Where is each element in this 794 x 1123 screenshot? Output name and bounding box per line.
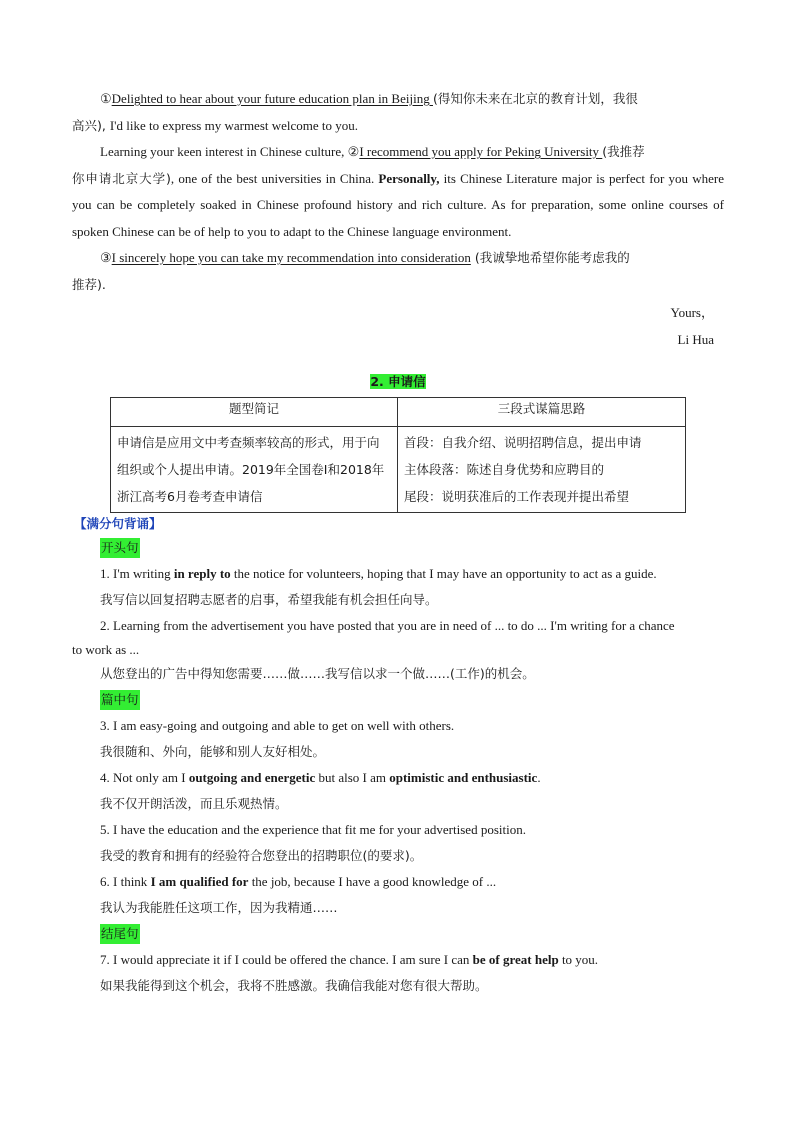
chinese-translation: (得知你未来在北京的教育计划，我很 [432,91,638,106]
chinese-translation: 推荐). [72,276,106,292]
tag-row [72,535,724,561]
sentence-6-translation: 我认为我能胜任这项工作，因为我精通…… [100,900,338,915]
chinese-translation: (我推荐 [602,144,645,159]
table-header: 题型简记 [111,398,398,427]
tag-row [72,921,724,947]
sentence-5-translation: 我受的教育和拥有的经验符合您登出的招聘职位(的要求)。 [100,848,423,863]
section-title-text: 2. 申请信 [370,374,426,389]
paragraph-text: its Chinese Literature major is perfect for you where you can be completely soaked in Chinese profound history and rich culture. As for preparation, some online courses of spoken Chinese can be of help to you to adapt to the Chinese language environment. [72,170,724,239]
tag-row [72,687,724,713]
outline-item: 首段：自我介绍、说明招聘信息，提出申请 [404,435,642,450]
category-tag: 开头句 [100,538,140,558]
circled-number: ② [347,144,360,159]
sentence-text: the job, because I have a good knowledge of ... [248,874,497,889]
table-header: 三段式谋篇思路 [398,398,686,427]
recitation-heading: 【满分句背诵】 [74,516,162,531]
chinese-translation: 你申请北京大学) [72,170,171,186]
outline-item: 尾段：说明获准后的工作表现并提出希望 [404,489,630,504]
bold-phrase: I am qualified for [150,874,249,889]
table-cell-description: 申请信是应用文中考查频率较高的形式，用于向组织或个人提出申请。2019年全国卷Ⅰ和2018年浙江高考6月卷考查申请信 [111,427,398,513]
letter-paragraph-3 [72,245,724,298]
letter-paragraph-2 [72,139,724,245]
structure-table [110,397,686,513]
bold-phrase: optimistic and enthusiastic [389,770,538,785]
sentence-text: . [537,770,541,785]
chinese-translation: (我诚挚地希望你能考虑我的 [470,250,630,265]
sentence-text: 6. I think [100,874,151,889]
sentence-5: 5. I have the education and the experience that fit me for your advertised position. [100,822,526,837]
sentence-text: to you. [558,952,599,967]
sentence-2-translation: 从您登出的广告中得知您需要……做……我写信以求一个做……(工作)的机会。 [100,666,535,681]
sentence-7-translation: 如果我能得到这个机会，我将不胜感激。我确信我能对您有很大帮助。 [100,978,488,993]
bold-phrase: in reply to [173,566,231,581]
sentence-1 [72,561,724,587]
sentence-text: but also I am [315,770,390,785]
bold-phrase: Personally, [378,170,440,186]
letter-signature: Li Hua [677,331,714,347]
section-title [72,371,724,393]
paragraph-text: I'd like to express my warmest welcome to you. [109,117,359,133]
sentence-4 [72,765,724,791]
sentence-4-translation: 我不仅开朗活泼，而且乐观热情。 [100,796,288,811]
circled-number: ③ [100,250,112,265]
sentence-3-translation: 我很随和、外向，能够和别人友好相处。 [100,744,326,759]
underlined-phrase: I recommend you apply for Peking University [359,144,603,159]
sentence-3: 3. I am easy-going and outgoing and able to get on well with others. [100,718,455,733]
document-page [72,86,724,999]
chinese-translation: 高兴), [72,117,110,133]
letter-paragraph-1 [72,86,724,139]
sentence-text: the notice for volunteers, hoping that I may have an opportunity to act as a guide. [230,566,657,581]
sentence-text: 4. Not only am I [100,770,189,785]
outline-item: 主体段落：陈述自身优势和应聘目的 [404,462,605,477]
paragraph-text: Learning your keen interest in Chinese culture, [100,144,348,159]
bold-phrase: outgoing and energetic [188,770,316,785]
underlined-phrase: Delighted to hear about your future education plan in Beijing [111,91,433,106]
sentence-text: 1. I'm writing [100,566,174,581]
letter-closing: Yours， [670,305,714,320]
category-tag: 篇中句 [100,690,140,710]
sentence-2-line-2: to work as ... [72,642,140,657]
paragraph-text: , one of the best universities in China. [170,170,379,186]
sentence-6 [72,869,724,895]
underlined-phrase: I sincerely hope you can take my recommendation into consideration [111,250,471,265]
table-cell-outline [398,427,686,513]
sentence-7 [72,947,724,973]
sentence-1-translation: 我写信以回复招聘志愿者的启事，希望我能有机会担任向导。 [100,592,438,607]
circled-number: ① [100,91,112,106]
bold-phrase: be of great help [472,952,559,967]
sentence-text: 7. I would appreciate it if I could be offered the chance. I am sure I can [100,952,473,967]
category-tag: 结尾句 [100,924,140,944]
sentence-2-line-1: 2. Learning from the advertisement you have posted that you are in need of ... to do ... I'm writing for a chance [100,618,675,633]
